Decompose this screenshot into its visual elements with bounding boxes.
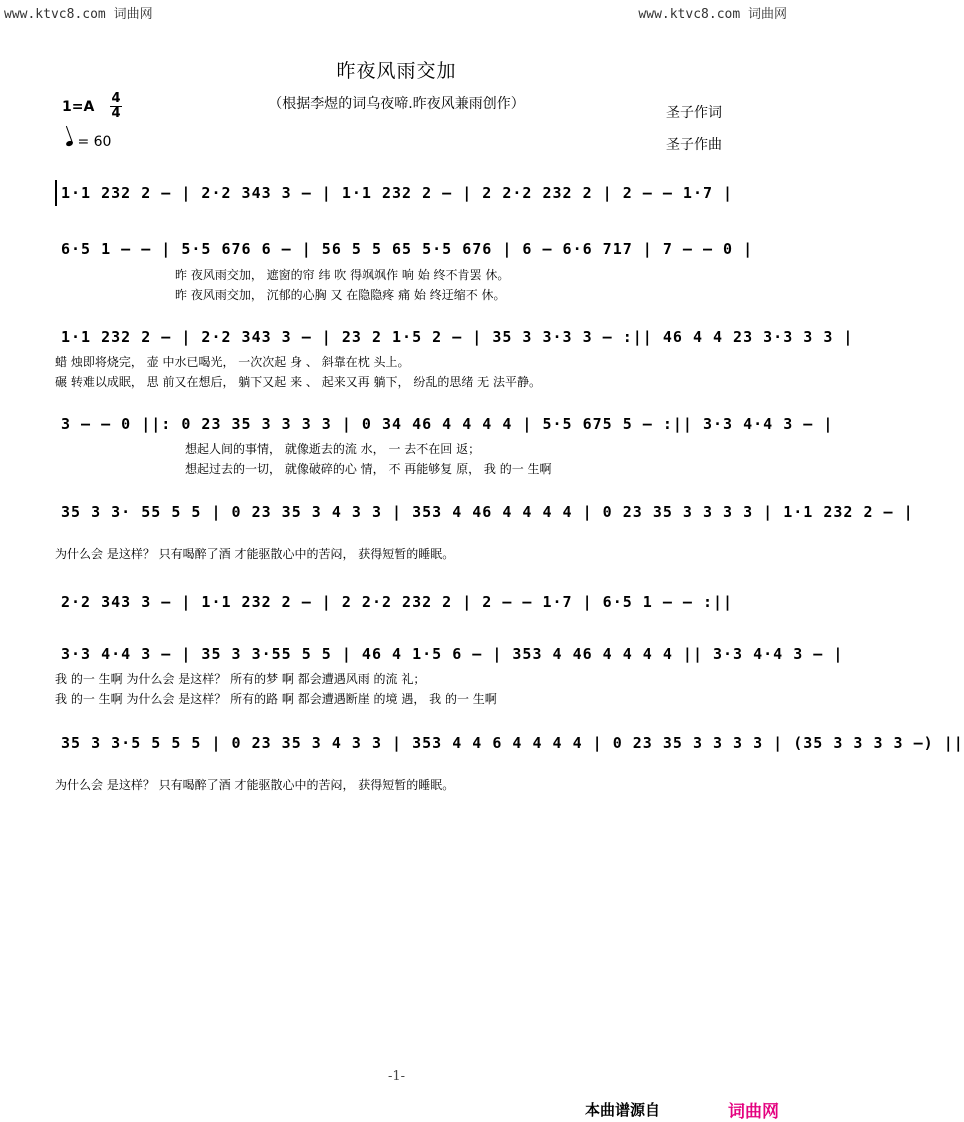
lyric-line-1: 为什么会 是这样？ 只有喝醉了酒 才能驱散心中的苦闷， 获得短暂的睡眠。 (55, 778, 455, 792)
lyric-line-1: 想起人间的事情， 就像逝去的流 水， 一 去不在回 返； (185, 442, 481, 456)
staff-5 (55, 503, 914, 563)
time-signature (110, 92, 122, 121)
lyric-line-1: 蜡 烛即将烧完， 壶 中水已喝光， 一次次起 身 、 斜靠在枕 头上。 (55, 355, 410, 369)
staff-4 (55, 415, 834, 476)
lyric-line-2: 碾 转难以成眠， 思 前又在想后， 躺下又起 来 、 起来又再 躺下， 纷乱的思绪 无 法平静。 (55, 375, 541, 389)
song-subtitle: （根据李煜的词乌夜啼.昨夜风兼雨创作） (268, 96, 525, 112)
staff-notes: 3·3 4·4 3 – | 35 3 3·55 5 5 | 46 4 1·5 6 – | 353 4 46 4 4 4 4 || 3·3 4·4 3 – | (61, 645, 844, 663)
staff-6 (55, 593, 735, 653)
staff-3 (55, 328, 854, 389)
staff-1 (55, 184, 735, 244)
watermark-right: www.ktvc8.com 词曲网 (638, 7, 787, 22)
lyric-line-1: 我 的一 生啊 为什么会 是这样？ 所有的梦 啊 都会遭遇风雨 的流 礼； (55, 672, 426, 686)
staff-notes: 1·1 232 2 – | 2·2 343 3 – | 23 2 1·5 2 – | 35 3 3·3 3 – :|| 46 4 4 23 3·3 3 3 | (61, 328, 854, 346)
staff-2 (55, 240, 754, 302)
quarter-note-icon (65, 140, 73, 147)
tempo-value: = 60 (77, 134, 112, 150)
staff-notes: 6·5 1 – – | 5·5 676 6 – | 56 5 5 65 5·5 676 | 6 – 6·6 717 | 7 – – 0 | (61, 240, 754, 258)
staff-notes: 1·1 232 2 – | 2·2 343 3 – | 1·1 232 2 – | 2 2·2 232 2 | 2 – – 1·7 | (61, 184, 734, 202)
time-top: 4 (111, 91, 121, 106)
tempo-marking (66, 134, 111, 150)
song-title: 昨夜风雨交加 (336, 60, 457, 82)
staff-notes: 35 3 3·5 5 5 5 | 0 23 35 3 4 3 3 | 353 4 4 6 4 4 4 4 | 0 23 35 3 3 3 3 | (35 3 3 3 3 –) || (61, 734, 964, 752)
staff-notes: 35 3 3· 55 5 5 | 0 23 35 3 4 3 3 | 353 4 46 4 4 4 4 | 0 23 35 3 3 3 3 | 1·1 232 2 – | (61, 503, 914, 521)
lyric-line-2: 昨 夜风雨交加， 沉郁的心胸 又 在隐隐疼 痛 始 终迂缩不 休。 (175, 288, 506, 302)
staff-notes: 2·2 343 3 – | 1·1 232 2 – | 2 2·2 232 2 | 2 – – 1·7 | 6·5 1 – – :|| (61, 593, 734, 611)
lyricist-credit: 圣子作词 (666, 105, 722, 121)
start-repeat-bar (55, 180, 57, 206)
lyric-line-2: 想起过去的一切， 就像破碎的心 情， 不 再能够复 原， 我 的一 生啊 (185, 462, 552, 476)
key-signature: 1=A (62, 99, 95, 115)
time-bottom: 4 (111, 106, 121, 121)
staff-notes: 3 – – 0 ||: 0 23 35 3 3 3 3 | 0 34 46 4 4 4 4 | 5·5 675 5 – :|| 3·3 4·4 3 – | (61, 415, 834, 433)
staff-8 (55, 734, 964, 794)
lyric-line-1: 为什么会 是这样？ 只有喝醉了酒 才能驱散心中的苦闷， 获得短暂的睡眠。 (55, 547, 455, 561)
lyric-line-1: 昨 夜风雨交加， 遮窗的帘 纬 吹 得飒飒作 响 始 终不肯罢 休。 (175, 268, 510, 282)
site-logo: 词曲网 (728, 1102, 779, 1122)
staff-7 (55, 645, 844, 706)
source-text: 本曲谱源自 (585, 1101, 661, 1119)
composer-credit: 圣子作曲 (666, 137, 722, 153)
page-number: -1- (387, 1069, 406, 1084)
watermark-left: www.ktvc8.com 词曲网 (4, 7, 153, 22)
lyric-line-2: 我 的一 生啊 为什么会 是这样？ 所有的路 啊 都会遭遇断崖 的境 遇， 我 的一 生啊 (55, 692, 497, 706)
